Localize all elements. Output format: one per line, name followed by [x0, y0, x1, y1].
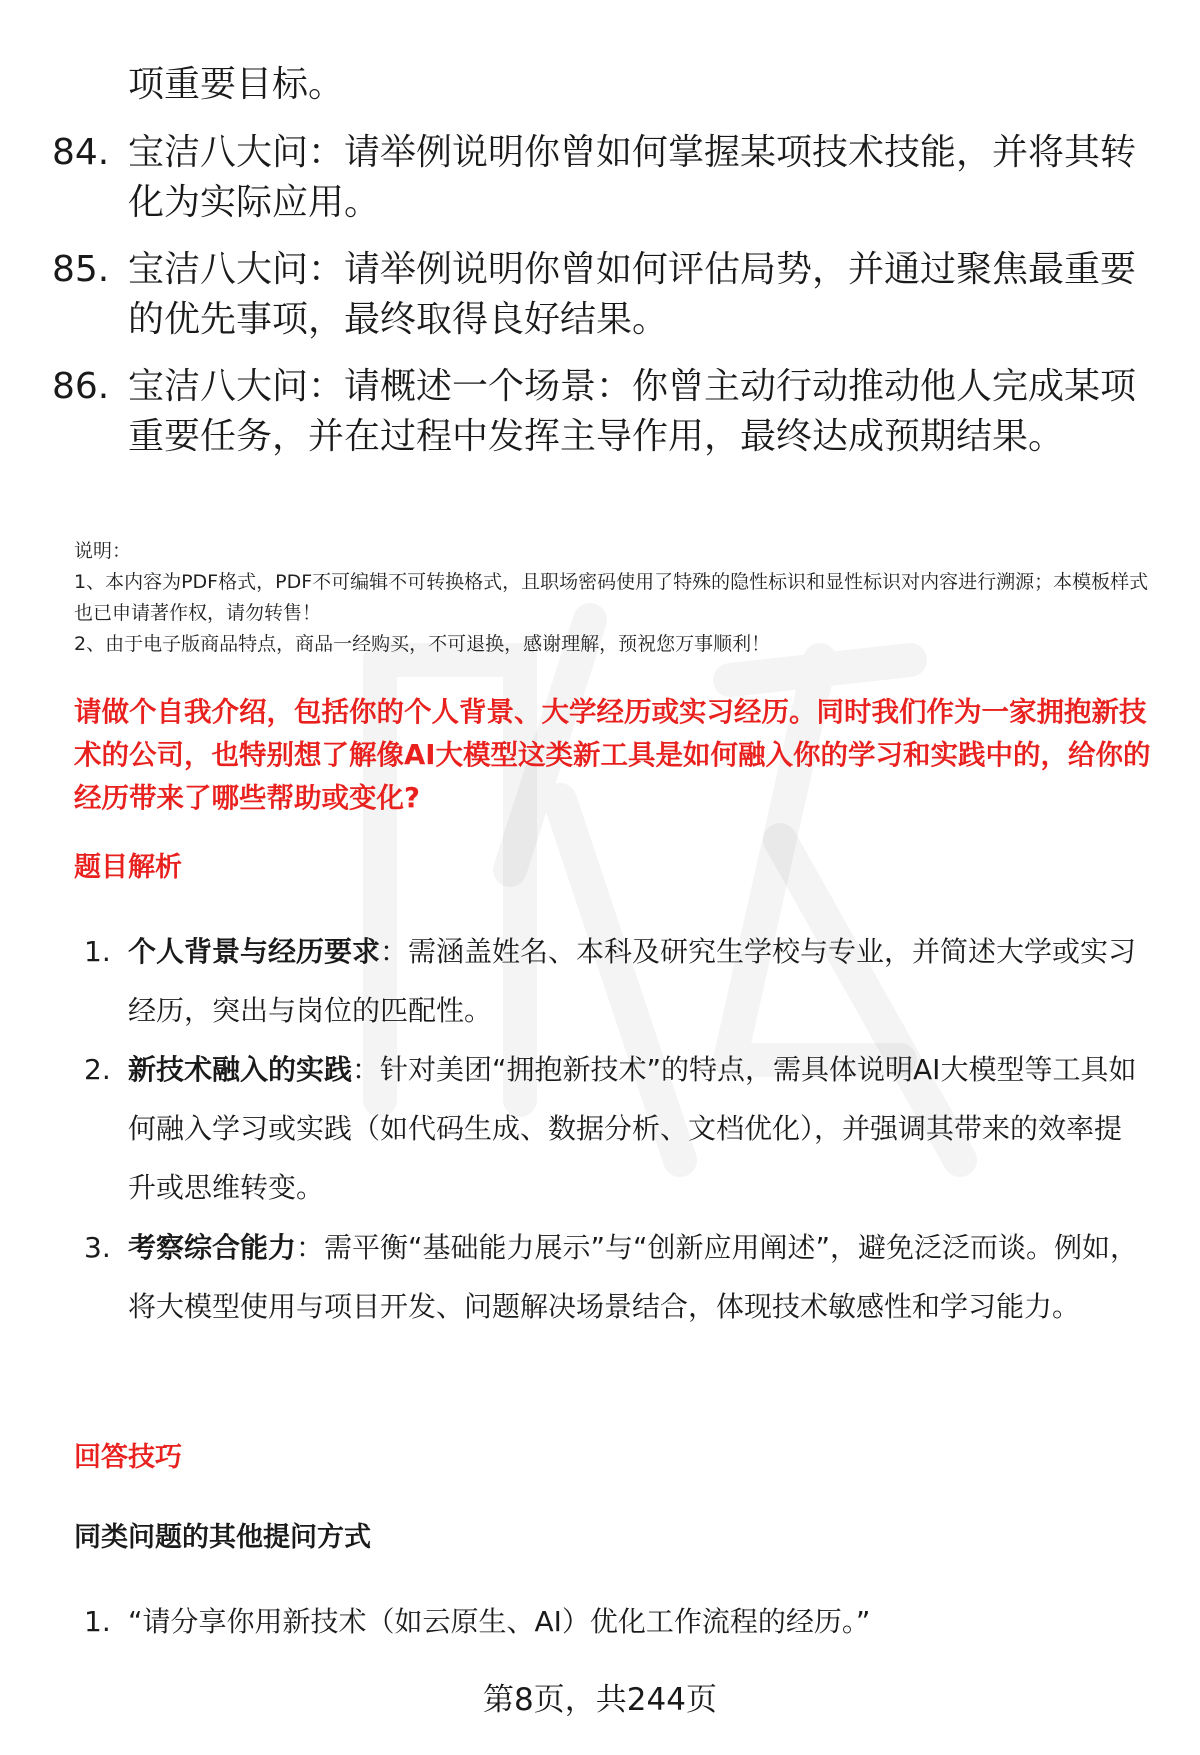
question-84 — [52, 128, 1152, 228]
page-footer: 第8页，共244页 — [483, 1682, 717, 1718]
item-number: 3. — [84, 1231, 111, 1264]
question-86 — [52, 362, 1152, 462]
note-line-2: 2、由于电子版商品特点，商品一经购买，不可退换，感谢理解，预祝您万事顺利！ — [74, 633, 771, 655]
item-text: “请分享你用新技术（如云原生、AI）优化工作流程的经历。” — [128, 1605, 871, 1638]
tips-heading: 回答技巧 — [74, 1442, 182, 1473]
analysis-item — [84, 922, 1144, 1040]
question-text: 宝洁八大问：请举例说明你曾如何掌握某项技术技能，并将其转化为实际应用。 — [128, 132, 1137, 223]
item-body: ：针对美团“拥抱新技术”的特点，需具体说明AI大模型等工具如何融入学习或实践（如代码生成、数据分析、文档优化），并强调其带来的效率提升或思维转变。 — [128, 1053, 1137, 1204]
note-block — [74, 536, 1164, 660]
item-number: 1. — [84, 1605, 111, 1638]
question-text: 宝洁八大问：请概述一个场景：你曾主动行动推动他人完成某项重要任务，并在过程中发挥主导作用，最终达成预期结果。 — [128, 366, 1137, 457]
item-number: 1. — [84, 935, 111, 968]
analysis-item — [84, 1040, 1144, 1217]
question-number: 85. — [52, 249, 110, 290]
analysis-heading: 题目解析 — [74, 852, 182, 883]
item-text — [128, 1218, 1144, 1336]
item-bold: 新技术融入的实践 — [128, 1053, 353, 1086]
continued-question — [52, 60, 1152, 110]
main-question: 请做个自我介绍，包括你的个人背景、大学经历或实习经历。同时我们作为一家拥抱新技术的公司，也特别想了解像AI大模型这类新工具是如何融入你的学习和实践中的，给你的经历带来了哪些帮助或变化? — [74, 696, 1151, 814]
question-number: 86. — [52, 366, 110, 407]
note-title: 说明： — [74, 540, 132, 562]
item-text — [128, 922, 1144, 1040]
item-number: 2. — [84, 1053, 111, 1086]
item-body: ：需平衡“基础能力展示”与“创新应用阐述”，避免泛泛而谈。例如，将大模型使用与项目开发、问题解决场景结合，体现技术敏感性和学习能力。 — [128, 1231, 1139, 1323]
similar-item — [84, 1592, 1144, 1651]
analysis-item — [84, 1218, 1144, 1336]
question-number: 84. — [52, 132, 110, 173]
similar-heading: 同类问题的其他提问方式 — [74, 1522, 371, 1553]
item-body: ：需涵盖姓名、本科及研究生学校与专业，并简述大学或实习经历，突出与岗位的匹配性。 — [128, 935, 1137, 1027]
note-line-1: 1、本内容为PDF格式，PDF不可编辑不可转换格式，且职场密码使用了特殊的隐性标识和显性标识对内容进行溯源；本模板样式也已申请著作权，请勿转售！ — [74, 571, 1149, 624]
item-bold: 个人背景与经历要求 — [128, 935, 381, 968]
item-bold: 考察综合能力 — [128, 1231, 297, 1264]
continued-text: 项重要目标。 — [128, 64, 345, 105]
item-text — [128, 1040, 1144, 1217]
question-85 — [52, 245, 1152, 345]
question-text: 宝洁八大问：请举例说明你曾如何评估局势，并通过聚焦最重要的优先事项，最终取得良好结果。 — [128, 249, 1137, 340]
